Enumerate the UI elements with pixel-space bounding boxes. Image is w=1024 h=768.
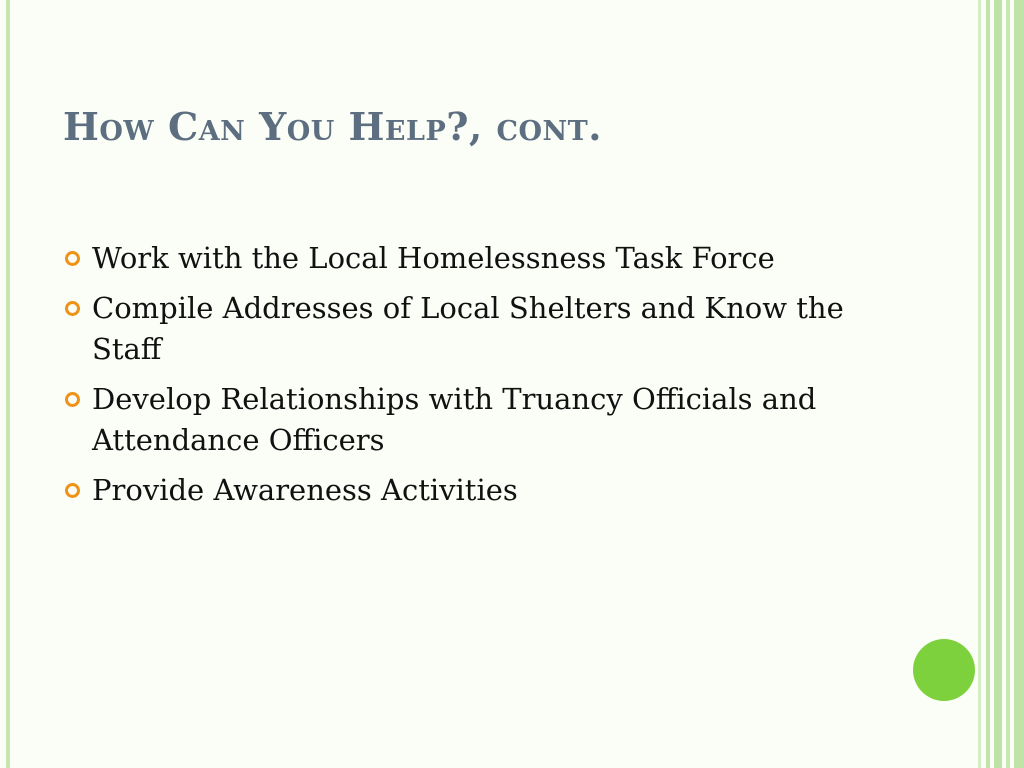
orange-ring-bullet-icon — [65, 483, 80, 498]
stripe — [1006, 0, 1010, 768]
green-accent-dot — [913, 639, 975, 701]
bullet-list — [62, 238, 892, 520]
stripe — [986, 0, 990, 768]
bullet-text: Compile Addresses of Local Shelters and Know the Staff — [92, 291, 844, 366]
left-border-rule — [6, 0, 10, 768]
right-decorative-stripes — [976, 0, 1024, 768]
bullet-text: Provide Awareness Activities — [92, 473, 518, 507]
orange-ring-bullet-icon — [65, 392, 80, 407]
bullet-text: Develop Relationships with Truancy Officials and Attendance Officers — [92, 382, 817, 457]
bullet-item — [62, 379, 892, 461]
slide-title: How Can You Help?, cont. — [63, 104, 603, 149]
bullet-item — [62, 288, 892, 370]
stripe — [994, 0, 1002, 768]
bullet-item — [62, 470, 892, 511]
orange-ring-bullet-icon — [65, 251, 80, 266]
stripe — [978, 0, 981, 768]
bullet-text: Work with the Local Homelessness Task Force — [92, 241, 775, 275]
bullet-item — [62, 238, 892, 279]
orange-ring-bullet-icon — [65, 301, 80, 316]
stripe — [1014, 0, 1024, 768]
